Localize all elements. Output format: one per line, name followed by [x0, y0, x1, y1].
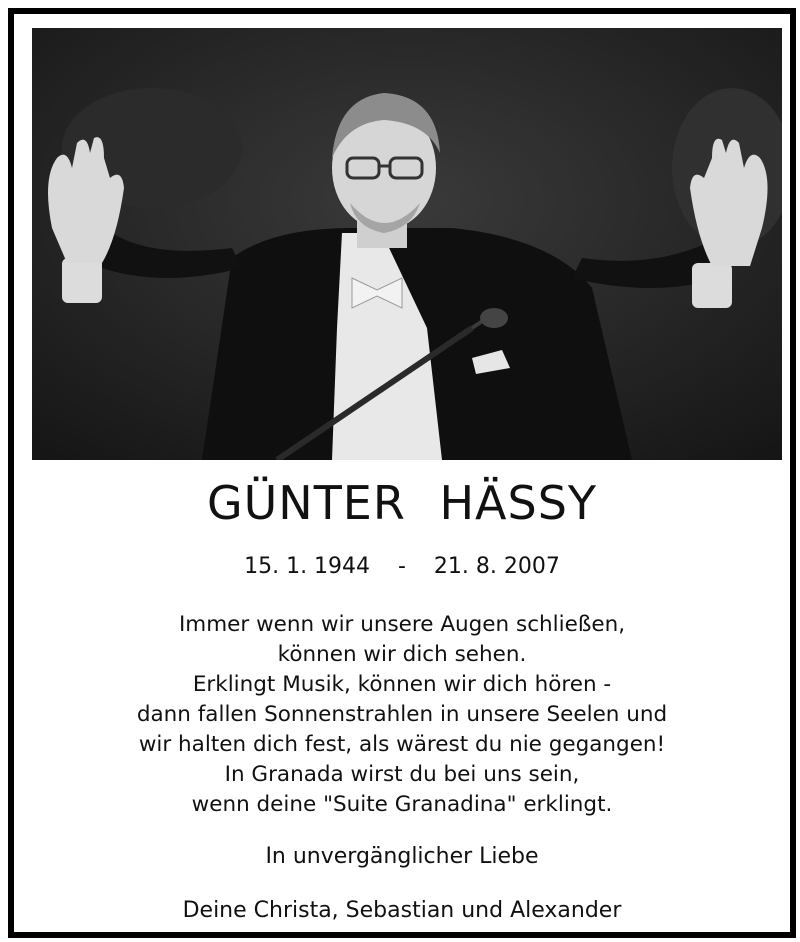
life-dates: 15. 1. 1944 - 21. 8. 2007: [244, 554, 560, 579]
obituary-notice: [8, 8, 796, 938]
memorial-verse: [14, 610, 790, 820]
closing-phrase: In unvergänglicher Liebe: [265, 844, 539, 869]
verse-line: dann fallen Sonnenstrahlen in unsere Seelen und: [136, 702, 668, 727]
portrait-photo-icon: [32, 28, 782, 460]
verse-line: wir halten dich fest, als wärest du nie gegangen!: [138, 732, 666, 757]
verse-line: wenn deine "Suite Granadina" erklingt.: [191, 792, 613, 817]
verse-line: Erklingt Musik, können wir dich hören -: [192, 672, 612, 697]
mourners-signature: Deine Christa, Sebastian und Alexander: [182, 898, 622, 923]
portrait-photo: [32, 28, 782, 460]
verse-line: In Granada wirst du bei uns sein,: [224, 762, 580, 787]
deceased-name: GÜNTER HÄSSY: [206, 476, 598, 530]
verse-line: Immer wenn wir unsere Augen schließen,: [178, 612, 626, 637]
verse-line: können wir dich sehen.: [277, 642, 527, 667]
